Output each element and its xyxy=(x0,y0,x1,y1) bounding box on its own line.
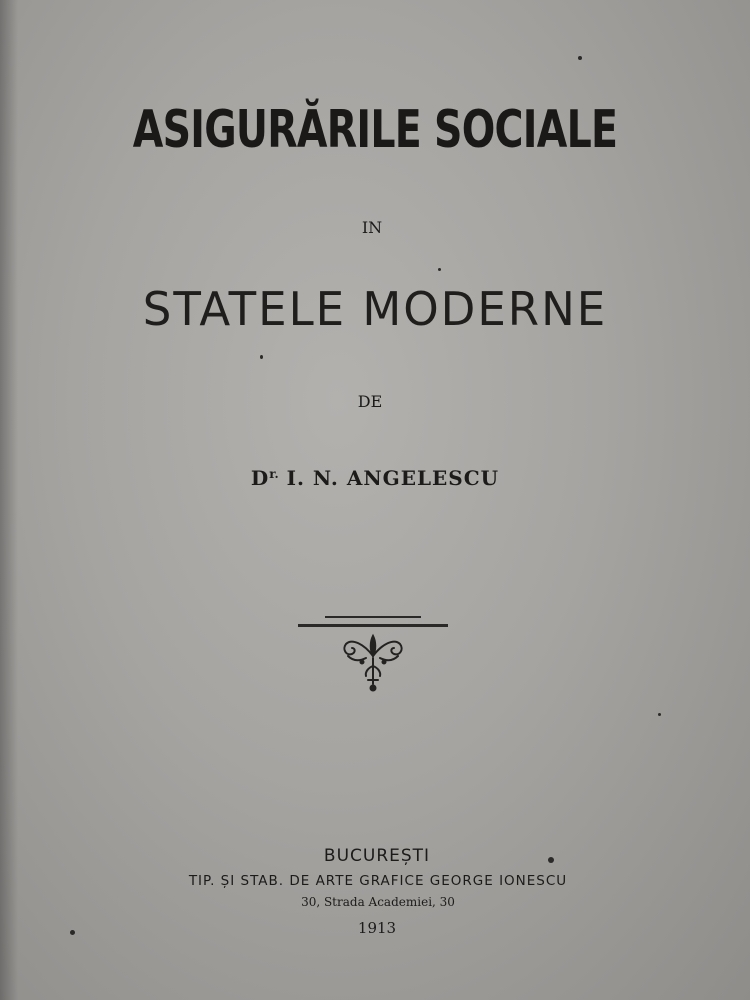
imprint-printer: TIP. ȘI STAB. DE ARTE GRAFICE GEORGE IONESCU xyxy=(188,873,568,889)
floral-fleuron-icon xyxy=(340,632,406,692)
divider-short xyxy=(325,616,421,618)
imprint-year: 1913 xyxy=(357,919,397,937)
foxing-spot xyxy=(438,268,441,271)
foxing-spot xyxy=(658,713,661,716)
book-subtitle: STATELE MODERNE xyxy=(142,282,608,336)
imprint-address: 30, Strada Academiei, 30 xyxy=(301,895,455,909)
connector-in: IN xyxy=(361,218,383,237)
foxing-spot xyxy=(578,56,582,60)
connector-de: DE xyxy=(357,392,383,411)
foxing-spot xyxy=(548,857,554,863)
author-name: I. N. ANGELESCU xyxy=(278,466,500,490)
imprint-city: BUCUREȘTI xyxy=(323,846,431,866)
book-title: ASIGURĂRILE SOCIALE xyxy=(132,100,618,160)
divider-long xyxy=(298,624,448,627)
foxing-spot xyxy=(260,355,263,359)
author-prefix-sup: r. xyxy=(269,467,279,481)
foxing-spot xyxy=(70,930,75,935)
author-prefix: D xyxy=(250,466,270,490)
author-line xyxy=(0,466,750,490)
